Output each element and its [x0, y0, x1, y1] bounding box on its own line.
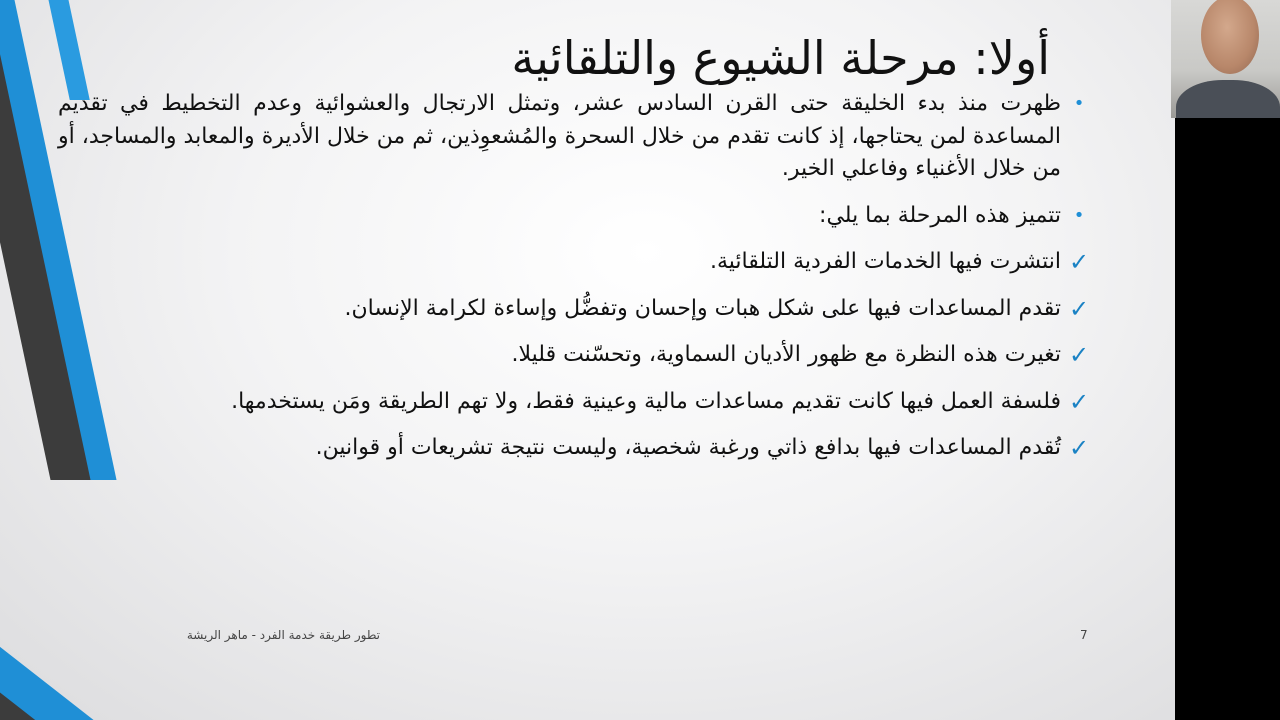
check-text: انتشرت فيها الخدمات الفردية التلقائية. — [709, 249, 1061, 274]
checkmark-icon: ✓ — [1068, 434, 1090, 462]
check-item — [58, 293, 1093, 326]
checkmark-icon: ✓ — [1068, 387, 1090, 416]
slide-page-number: 7 — [1080, 628, 1088, 642]
check-text: تقدم المساعدات فيها على شكل هبات وإحسان وتفضُّل وإساءة لكرامة الإنسان. — [344, 295, 1061, 321]
decorative-stripe-blue-short — [40, 0, 90, 100]
bullet-icon: • — [1073, 204, 1085, 226]
checkmark-icon: ✓ — [1068, 248, 1090, 276]
bullet-icon: • — [1073, 93, 1085, 114]
bullet-text: تتميز هذه المرحلة بما يلي: — [819, 202, 1061, 228]
slide-content — [58, 88, 1093, 479]
check-item — [58, 339, 1093, 372]
slide-title: أولا: مرحلة الشيوع والتلقائية — [511, 31, 1050, 85]
presenter-shoulders — [1176, 80, 1280, 118]
checkmark-icon: ✓ — [1068, 341, 1090, 369]
checkmark-icon: ✓ — [1068, 294, 1090, 323]
check-item — [58, 386, 1093, 419]
decorative-corner-stripe-blue — [0, 600, 192, 720]
check-text: فلسفة العمل فيها كانت تقديم مساعدات مالية وعينية فقط، ولا تهم الطريقة ومَن يستخدمها. — [231, 388, 1061, 414]
slide-footer: تطور طريقة خدمة الفرد - ماهر الريشة — [186, 628, 380, 642]
check-item — [58, 432, 1093, 465]
bullet-text: ظهرت منذ بدء الخليقة حتى القرن السادس عشر، وتمثل الارتجال والعشوائية وعدم التخطيط في تقديم المساعدة لمن يحتاجها، إذ كانت تقدم من خلال السحرة والمُشعوِذين، ثم من خلال الأديرة والمعابد والمساجد، أو من خلال الأغنياء وفاعلي الخير. — [58, 91, 1061, 181]
check-text: تُقدم المساعدات فيها بدافع ذاتي ورغبة شخصية، وليست نتيجة تشريعات أو قوانين. — [315, 435, 1061, 460]
check-text: تغيرت هذه النظرة مع ظهور الأديان السماوية، وتحسّنت قليلا. — [511, 342, 1061, 367]
webcam-thumbnail — [1171, 0, 1280, 118]
check-item — [58, 246, 1093, 279]
bullet-item — [58, 88, 1093, 186]
presenter-face — [1201, 0, 1259, 74]
bullet-item — [58, 200, 1093, 233]
